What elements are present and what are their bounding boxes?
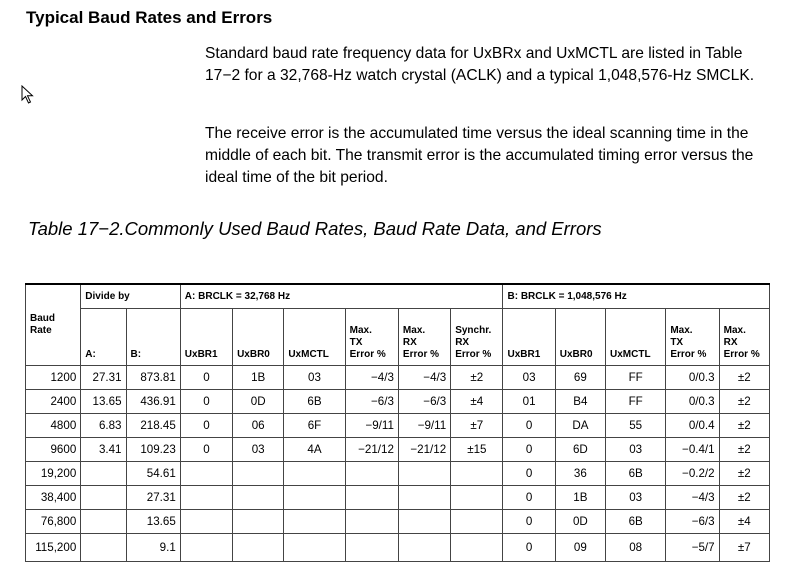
cell-a-synchr-rx-error: ±4 <box>451 390 503 414</box>
cell-a-max-tx-error <box>345 534 398 562</box>
cell-a-uxmctl <box>284 510 345 534</box>
cell-b-uxbr1: 0 <box>503 486 555 510</box>
cell-b-uxbr0: 09 <box>555 534 605 562</box>
intro-paragraph: Standard baud rate frequency data for UxBRx and UxMCTL are listed in Table 17−2 for a 32,768-Hz watch crystal (ACLK) and a typical 1,048,576-Hz SMCLK. <box>205 45 755 84</box>
cell-a-max-tx-error: −4/3 <box>345 366 398 390</box>
cell-a-uxmctl: 6B <box>284 390 345 414</box>
cell-a-uxbr1 <box>180 486 232 510</box>
cell-b-uxmctl: FF <box>606 366 666 390</box>
table-body <box>26 366 770 562</box>
cell-a-synchr-rx-error <box>451 534 503 562</box>
cell-baud-rate: 2400 <box>26 390 81 414</box>
cell-b-uxmctl: 6B <box>606 462 666 486</box>
header-baud-rate: Baud Rate <box>26 284 81 366</box>
cell-b-max-rx-error: ±4 <box>719 510 769 534</box>
cell-b-uxbr0: 69 <box>555 366 605 390</box>
table-row <box>26 438 770 462</box>
header-a-uxbr1: UxBR1 <box>180 309 232 366</box>
cell-b-uxbr1: 0 <box>503 438 555 462</box>
cell-b-uxmctl: 55 <box>606 414 666 438</box>
cell-a-uxmctl <box>284 486 345 510</box>
cell-a-max-tx-error <box>345 486 398 510</box>
cell-a-max-tx-error: −6/3 <box>345 390 398 414</box>
cell-a-uxbr0 <box>233 462 284 486</box>
cell-divide-b: 436.91 <box>126 390 180 414</box>
cell-b-uxbr0: 6D <box>555 438 605 462</box>
cell-a-uxbr1: 0 <box>180 390 232 414</box>
mouse-pointer-icon <box>21 85 35 105</box>
cell-baud-rate: 38,400 <box>26 486 81 510</box>
cell-b-max-tx-error: −4/3 <box>666 486 719 510</box>
header-divide-by: Divide by <box>81 284 181 309</box>
cell-a-max-rx-error <box>398 486 450 510</box>
header-b-uxbr1: UxBR1 <box>503 309 555 366</box>
cell-a-max-rx-error: −21/12 <box>398 438 450 462</box>
cell-a-max-rx-error: −4/3 <box>398 366 450 390</box>
cell-baud-rate: 4800 <box>26 414 81 438</box>
cell-a-uxbr0 <box>233 486 284 510</box>
cell-baud-rate: 76,800 <box>26 510 81 534</box>
cell-a-uxbr0: 0D <box>233 390 284 414</box>
cell-baud-rate: 9600 <box>26 438 81 462</box>
cell-baud-rate: 115,200 <box>26 534 81 562</box>
cell-b-uxbr1: 0 <box>503 510 555 534</box>
cell-divide-b: 109.23 <box>126 438 180 462</box>
cell-a-max-tx-error: −21/12 <box>345 438 398 462</box>
cell-b-uxbr0: 0D <box>555 510 605 534</box>
cell-b-uxmctl: FF <box>606 390 666 414</box>
cell-a-uxbr1: 0 <box>180 438 232 462</box>
cell-a-uxbr0: 1B <box>233 366 284 390</box>
cell-b-max-rx-error: ±7 <box>719 534 769 562</box>
error-paragraph: The receive error is the accumulated time versus the ideal scanning time in the middle of each bit. The transmit error is the accumulated timing error versus the ideal time of the bit period. <box>205 125 754 186</box>
cell-b-max-rx-error: ±2 <box>719 462 769 486</box>
cell-divide-b: 13.65 <box>126 510 180 534</box>
cell-a-uxbr1 <box>180 534 232 562</box>
cell-b-max-rx-error: ±2 <box>719 438 769 462</box>
cell-b-max-tx-error: 0/0.4 <box>666 414 719 438</box>
cell-a-uxmctl: 03 <box>284 366 345 390</box>
table-column-header-row <box>26 309 770 366</box>
cell-b-max-tx-error: −6/3 <box>666 510 719 534</box>
cell-a-uxmctl <box>284 534 345 562</box>
cell-divide-a: 6.83 <box>81 414 126 438</box>
cell-b-uxbr0: B4 <box>555 390 605 414</box>
cell-a-uxbr1: 0 <box>180 366 232 390</box>
cell-b-max-tx-error: 0/0.3 <box>666 390 719 414</box>
header-group-b: B: BRCLK = 1,048,576 Hz <box>503 284 770 309</box>
table-caption: Table 17−2.Commonly Used Baud Rates, Baud Rate Data, and Errors <box>28 218 602 239</box>
cell-a-max-rx-error <box>398 510 450 534</box>
table-row <box>26 462 770 486</box>
table-row <box>26 390 770 414</box>
cell-a-max-tx-error <box>345 462 398 486</box>
cell-divide-b: 873.81 <box>126 366 180 390</box>
cell-divide-b: 27.31 <box>126 486 180 510</box>
baud-rate-table <box>25 283 770 562</box>
cell-b-max-rx-error: ±2 <box>719 414 769 438</box>
cell-a-uxmctl: 6F <box>284 414 345 438</box>
cell-a-max-rx-error: −6/3 <box>398 390 450 414</box>
cell-b-uxbr0: 36 <box>555 462 605 486</box>
cell-b-max-tx-error: −0.4/1 <box>666 438 719 462</box>
header-b-uxbr0: UxBR0 <box>555 309 605 366</box>
cell-b-max-rx-error: ±2 <box>719 366 769 390</box>
cell-a-uxbr1 <box>180 510 232 534</box>
cell-a-synchr-rx-error <box>451 510 503 534</box>
cell-b-uxmctl: 08 <box>606 534 666 562</box>
cell-a-max-rx-error: −9/11 <box>398 414 450 438</box>
cell-divide-a <box>81 486 126 510</box>
table-row <box>26 534 770 562</box>
cell-divide-a: 3.41 <box>81 438 126 462</box>
cell-a-synchr-rx-error: ±7 <box>451 414 503 438</box>
cell-divide-a <box>81 462 126 486</box>
table-group-header-row <box>26 284 770 309</box>
cell-a-uxmctl <box>284 462 345 486</box>
header-a-max-rx-error: Max. RX Error % <box>398 309 450 366</box>
cell-divide-a: 27.31 <box>81 366 126 390</box>
header-b-max-rx-error: Max. RX Error % <box>719 309 769 366</box>
cell-b-uxbr1: 0 <box>503 462 555 486</box>
table-row <box>26 366 770 390</box>
table-row <box>26 510 770 534</box>
cell-baud-rate: 19,200 <box>26 462 81 486</box>
header-group-a: A: BRCLK = 32,768 Hz <box>180 284 503 309</box>
cell-a-uxmctl: 4A <box>284 438 345 462</box>
cell-divide-a: 13.65 <box>81 390 126 414</box>
cell-divide-b: 218.45 <box>126 414 180 438</box>
cell-a-uxbr1: 0 <box>180 414 232 438</box>
header-a-synchr-rx-error: Synchr. RX Error % <box>451 309 503 366</box>
cell-a-max-rx-error <box>398 534 450 562</box>
header-divide-a: A: <box>81 309 126 366</box>
header-a-max-tx-error: Max. TX Error % <box>345 309 398 366</box>
cell-a-synchr-rx-error: ±15 <box>451 438 503 462</box>
cell-b-uxmctl: 03 <box>606 486 666 510</box>
cell-divide-b: 54.61 <box>126 462 180 486</box>
cell-b-uxbr0: 1B <box>555 486 605 510</box>
header-b-max-tx-error: Max. TX Error % <box>666 309 719 366</box>
cell-a-uxbr0 <box>233 534 284 562</box>
cell-a-uxbr0: 06 <box>233 414 284 438</box>
cell-divide-b: 9.1 <box>126 534 180 562</box>
cell-b-max-rx-error: ±2 <box>719 486 769 510</box>
table-row <box>26 486 770 510</box>
cell-b-uxbr1: 01 <box>503 390 555 414</box>
cell-b-uxbr1: 0 <box>503 414 555 438</box>
cell-b-uxmctl: 6B <box>606 510 666 534</box>
cell-a-max-tx-error <box>345 510 398 534</box>
cell-a-synchr-rx-error <box>451 486 503 510</box>
cell-a-uxbr0 <box>233 510 284 534</box>
cell-b-max-tx-error: 0/0.3 <box>666 366 719 390</box>
cell-b-max-rx-error: ±2 <box>719 390 769 414</box>
cell-divide-a <box>81 510 126 534</box>
cell-b-uxbr1: 03 <box>503 366 555 390</box>
cell-b-uxbr1: 0 <box>503 534 555 562</box>
cell-a-max-rx-error <box>398 462 450 486</box>
table-row <box>26 414 770 438</box>
header-a-uxbr0: UxBR0 <box>233 309 284 366</box>
cell-divide-a <box>81 534 126 562</box>
cell-a-uxbr1 <box>180 462 232 486</box>
cell-a-synchr-rx-error: ±2 <box>451 366 503 390</box>
cell-a-synchr-rx-error <box>451 462 503 486</box>
header-a-uxmctl: UxMCTL <box>284 309 345 366</box>
header-b-uxmctl: UxMCTL <box>606 309 666 366</box>
cell-b-max-tx-error: −0.2/2 <box>666 462 719 486</box>
cell-a-max-tx-error: −9/11 <box>345 414 398 438</box>
cell-b-max-tx-error: −5/7 <box>666 534 719 562</box>
section-heading: Typical Baud Rates and Errors <box>26 8 273 27</box>
cell-a-uxbr0: 03 <box>233 438 284 462</box>
header-divide-b: B: <box>126 309 180 366</box>
cell-b-uxmctl: 03 <box>606 438 666 462</box>
cell-baud-rate: 1200 <box>26 366 81 390</box>
cell-b-uxbr0: DA <box>555 414 605 438</box>
